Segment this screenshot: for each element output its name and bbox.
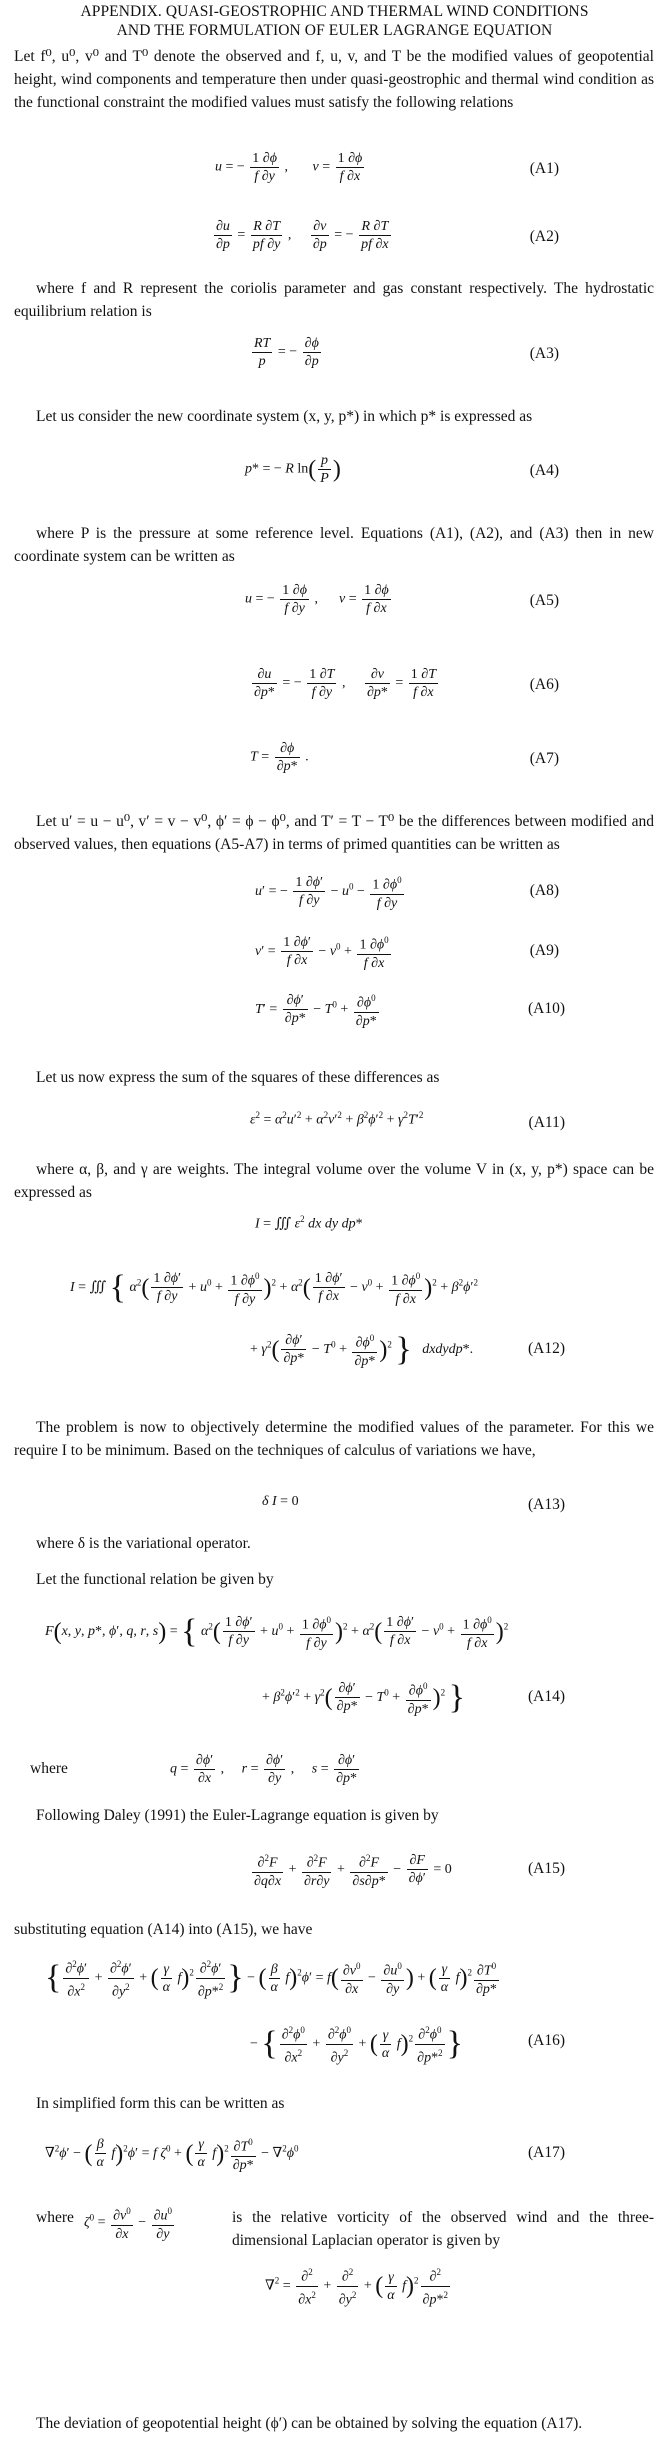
equation-number-a11: (A11): [528, 1114, 565, 1131]
paragraph-simplified: In simplified form this can be written as: [36, 2095, 285, 2112]
paragraph-hydrostatic: where f and R represent the coriolis parameter and gas constant respectively. The hydrostatic equilibrium relation is: [14, 280, 654, 320]
equation-a4: p* = − R ln( $\frac{p}{P}$ ) (A4): [245, 453, 559, 486]
equation-number-a5: (A5): [529, 592, 559, 609]
equation-a17: ∇$^2$ϕ′ − ( $\frac{\beta}{\alpha}$ f)$^2$ϕ′ = f $\zeta^0$ + ( $\frac{\gamma}{\alpha}$ f)$^2$ $\frac{\partial T^0}{\partial p*}$ − $\nabla^2\phi^0$ (A17): [45, 2137, 565, 2173]
equation-number-a17: (A17): [527, 2144, 565, 2161]
equation-number-a7: (A7): [529, 750, 559, 767]
equation-a6: $\frac{\partial u}{\partial p*}$ = − $\frac{1 \partial T}{f \partial y}$ , $\frac{\partial v}{\partial p*}$ = $\frac{1 \partial T}{f \partial x}$ (A6): [254, 667, 559, 700]
equation-number-a4: (A4): [529, 462, 559, 479]
definition-relative-vorticity: where $\zeta^0$ = $\frac{\partial v^0}{\partial x}$ − $\frac{\partial u^0}{\partial y}$: [36, 2206, 173, 2242]
paragraph-reference-level: where P is the pressure at some reference level. Equations (A1), (A2), and (A3) then in new coordinate system can be written as: [14, 525, 654, 565]
equation-a16: { $\frac{\partial^2\phi'}{\partial x^2}$ + $\frac{\partial^2\phi'}{\partial y^2}$ + ( $\frac{\gamma}{\alpha}$ f)$^2$ $\frac{\partial^2\phi'}{\partial p*^2}$ } − ( $\frac{\beta}{\alpha}$ f)$^2$ϕ′ = f( $\frac{\partial v^0}{\partial x}$ − $\frac{\partial u^0}{\partial y}$ ) + ( $\frac{\gamma}{\alpha}$ f)$^2$ $\frac{\partial T^0}{\partial p*}$ − { $\frac{\partial^2\phi^0}{\partial x^2}$ + $\frac{\partial^2\phi^0}{\partial y^2}$ + ( $\frac{\gamma}{\alpha}$ f)$^2$ $\frac{\partial^2\phi^0}{\partial p*^2}$ } (A16): [45, 1959, 565, 2066]
paragraph-functional-relation: Let the functional relation be given by: [36, 1571, 274, 1588]
where-label-2: where: [36, 2209, 74, 2226]
equation-number-a10: (A10): [527, 1000, 565, 1017]
equation-number-a8: (A8): [529, 882, 559, 899]
paragraph-substituting: substituting equation (A14) into (A15), we have: [14, 1921, 313, 1938]
paragraph-sum-squares: Let us now express the sum of the squares of these differences as: [36, 1069, 440, 1086]
appendix-title-line2: AND THE FORMULATION OF EULER LAGRANGE EQUATION: [116, 22, 553, 39]
equation-a11: $\varepsilon^2 = \alpha^2u'^2 + \alpha^2v'^2 + \beta^2\phi'^2 + \gamma^2T'^2$ (A11): [250, 1110, 565, 1131]
equation-number-a2: (A2): [529, 228, 559, 245]
paragraph-intro: Let f⁰, u⁰, v⁰ and T⁰ denote the observed and f, u, v, and T be the modified values of geopotential height, wind components and temperature then under quasi-geostrophic and thermal wind condition as the functional constraint the modified values must satisfy the following relations: [14, 48, 654, 111]
appendix-title-line1: APPENDIX. QUASI-GEOSTROPHIC AND THERMAL WIND CONDITIONS: [80, 3, 589, 20]
paragraph-euler-lagrange: Following Daley (1991) the Euler-Lagrange equation is given by: [36, 1807, 439, 1824]
paragraph-minimization: The problem is now to objectively determine the modified values of the parameter. For this we require I to be minimum. Based on the techniques of calculus of variations we have,: [14, 1419, 654, 1459]
paragraph-variational-operator: where δ is the variational operator.: [36, 1535, 251, 1552]
equation-a1: u = − $\frac{1 \partial\phi}{f \partial y}$ , v = $\frac{1 \partial\phi}{f \partial x}$ (A1): [215, 151, 559, 184]
equation-a5: u = − $\frac{1 \partial\phi}{f \partial y}$ , v = $\frac{1 \partial\phi}{f \partial x}$ (A5): [245, 583, 559, 616]
equation-number-a6: (A6): [529, 676, 559, 693]
equation-number-a9: (A9): [529, 942, 559, 959]
equation-a9: v′ = $\frac{1 \partial\phi'}{f \partial x}$ − $v^0$ + $\frac{1 \partial\phi^0}{f \partial x}$ (A9): [255, 935, 559, 971]
equation-a8: u′ = − $\frac{1 \partial\phi'}{f \partial y}$ − $u^0$ − $\frac{1 \partial\phi^0}{f \partial y}$ (A8): [255, 875, 559, 911]
equation-number-a12: (A12): [527, 1340, 565, 1357]
paragraph-new-coordinates: Let us consider the new coordinate system (x, y, p*) in which p* is expressed as: [36, 408, 533, 425]
equation-number-a13: (A13): [527, 1496, 565, 1513]
paragraph-deviation: The deviation of geopotential height (ϕ′) can be obtained by solving the equation (A17).: [36, 2415, 583, 2432]
paragraph-weights: where α, β, and γ are weights. The integral volume over the volume V in (x, y, p*) space can be expressed as: [14, 1161, 654, 1201]
equation-number-a15: (A15): [527, 1860, 565, 1877]
equation-laplacian: ∇$^2$ = $\frac{\partial^2}{\partial x^2}$ + $\frac{\partial^2}{\partial y^2}$ + ( $\frac{\gamma}{\alpha}$ f)$^2$ $\frac{\partial^2}{\partial p*^2}$: [265, 2267, 448, 2308]
equation-a10: T′ = $\frac{\partial\phi'}{\partial p*}$ − $T^0$ + $\frac{\partial\phi^0}{\partial p*}$ (A10): [255, 993, 565, 1029]
where-label: where: [30, 1760, 68, 1777]
equation-number-a1: (A1): [529, 160, 559, 177]
paragraph-primed-differences: Let u′ = u − u⁰, v′ = v − v⁰, ϕ′ = ϕ − ϕ⁰, and T′ = T − T⁰ be the differences between modified and observed values, then equations (A5-A7) in terms of primed quantities can be written as: [14, 813, 654, 853]
definition-q-r-s: where q = $\frac{\partial\phi'}{\partial x}$ , r = $\frac{\partial\phi'}{\partial y}$ , s = $\frac{\partial\phi'}{\partial p*}$: [30, 1753, 358, 1786]
equation-a2: $\frac{\partial u}{\partial p}$ = $\frac{R \partial T}{pf \partial y}$ , $\frac{\partial v}{\partial p}$ = − $\frac{R \partial T}{pf \partial x}$ (A2): [216, 219, 559, 252]
paragraph-vorticity-laplacian: is the relative vorticity of the observed wind and the three-dimensional Laplacian operator is given by: [232, 2209, 654, 2249]
equation-number-a14: (A14): [527, 1688, 565, 1705]
equation-number-a3: (A3): [529, 345, 559, 362]
equation-number-a16: (A16): [527, 2032, 565, 2049]
equation-a3: $\frac{RT}{p}$ = − $\frac{\partial\phi}{\partial p}$ (A3): [254, 336, 559, 369]
equation-a7: T = $\frac{\partial\phi}{\partial p*}$ . (A7): [250, 741, 559, 774]
equation-a15: $\frac{\partial^2F}{\partial q\partial x}$ + $\frac{\partial^2F}{\partial r\partial y}$ + $\frac{\partial^2F}{\partial s\partial p*}$ − $\frac{\partial F}{\partial\phi'}$ = 0 (A15): [254, 1853, 565, 1889]
equation-a13: δ I = 0 (A13): [262, 1494, 565, 1513]
equation-integral-volume: I = ∭ $\varepsilon^2$ dx dy dp*: [255, 1214, 363, 1232]
equation-a14: F(x, y, p*, ϕ′, q, r, s) = { $\alpha^2$( $\frac{1 \partial\phi'}{f \partial y}$ + $u^0$ + $\frac{1 \partial\phi^0}{f \partial y}$ )$^2 + \alpha^2$( $\frac{1 \partial\phi'}{f \partial x}$ − $v^0$ + $\frac{1 \partial\phi^0}{f \partial x}$ )$^2$ + $\beta^2\phi'^2 + \gamma^2$( $\frac{\partial\phi'}{\partial p*}$ − $T^0$ + $\frac{\partial\phi^0}{\partial p*}$ )$^2$ } (A14): [45, 1612, 565, 1717]
equation-a12: I = ∭ { $\alpha^2$( $\frac{1 \partial\phi'}{f \partial y}$ + $u^0$ + $\frac{1 \partial\phi^0}{f \partial y}$ )$^2 + \alpha^2$( $\frac{1 \partial\phi'}{f \partial x}$ − $v^0$ + $\frac{1 \partial\phi^0}{f \partial x}$ )$^2 + \beta^2\phi'^2$ + $\gamma^2$( $\frac{\partial\phi'}{\partial p*}$ − $T^0$ + $\frac{\partial\phi^0}{\partial p*}$ )$^2$ } dxdydp*. (A12): [70, 1268, 565, 1369]
